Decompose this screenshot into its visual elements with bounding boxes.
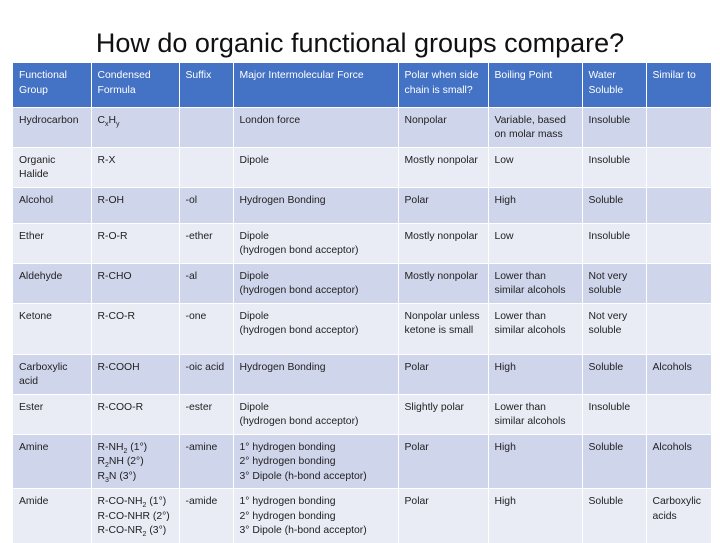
cell-force: Hydrogen Bonding: [233, 187, 398, 223]
table-row: [13, 354, 711, 394]
cell-polar: Nonpolar: [398, 107, 488, 147]
cell-polar: Mostly nonpolar: [398, 223, 488, 263]
table-row: [13, 394, 711, 434]
cell-similar: Alcohols: [646, 354, 711, 394]
cell-force: London force: [233, 107, 398, 147]
header-boiling-point: Boiling Point: [488, 63, 582, 107]
cell-polar: Polar: [398, 489, 488, 543]
cell-suffix: [179, 147, 233, 187]
cell-group: Carboxylic acid: [13, 354, 91, 394]
cell-water: Insoluble: [582, 147, 646, 187]
cell-boiling-point: High: [488, 187, 582, 223]
cell-group: Amide: [13, 489, 91, 543]
cell-formula: $C_xH_y$: [91, 107, 179, 147]
cell-boiling-point: Low: [488, 223, 582, 263]
cell-force: Dipole (hydrogen bond acceptor): [233, 303, 398, 354]
cell-force: Dipole (hydrogen bond acceptor): [233, 394, 398, 434]
cell-polar: Polar: [398, 187, 488, 223]
table-row: [13, 147, 711, 187]
cell-similar: [646, 147, 711, 187]
cell-formula: R-CO-R: [91, 303, 179, 354]
cell-similar: [646, 263, 711, 303]
cell-water: Soluble: [582, 187, 646, 223]
header-polar: Polar when side chain is small?: [398, 63, 488, 107]
table-row: [13, 223, 711, 263]
cell-boiling-point: High: [488, 489, 582, 543]
header-intermolecular-force: Major Intermolecular Force: [233, 63, 398, 107]
cell-similar: [646, 187, 711, 223]
cell-polar: Nonpolar unless ketone is small: [398, 303, 488, 354]
cell-formula: R-CHO: [91, 263, 179, 303]
cell-group: Hydrocarbon: [13, 107, 91, 147]
cell-formula: R-COO-R: [91, 394, 179, 434]
cell-group: Aldehyde: [13, 263, 91, 303]
slide-title: How do organic functional groups compare?: [95, 28, 625, 58]
cell-force: Dipole (hydrogen bond acceptor): [233, 263, 398, 303]
cell-polar: Polar: [398, 354, 488, 394]
cell-group: Ester: [13, 394, 91, 434]
cell-boiling-point: High: [488, 354, 582, 394]
header-suffix: Suffix: [179, 63, 233, 107]
table-row: [13, 489, 711, 543]
cell-group: Alcohol: [13, 187, 91, 223]
cell-suffix: -ol: [179, 187, 233, 223]
cell-boiling-point: Lower than similar alcohols: [488, 263, 582, 303]
cell-force: Hydrogen Bonding: [233, 354, 398, 394]
cell-water: Insoluble: [582, 223, 646, 263]
cell-force: Dipole: [233, 147, 398, 187]
table-row: [13, 107, 711, 147]
cell-water: Insoluble: [582, 394, 646, 434]
cell-formula: R-O-R: [91, 223, 179, 263]
cell-group: Ether: [13, 223, 91, 263]
cell-force: 1° hydrogen bonding 2° hydrogen bonding 3° Dipole (h-bond acceptor): [233, 489, 398, 543]
cell-formula: $R-CO-NH_2$ (1°) R-CO-NHR (2°) $R-CO-NR_2$ (3°): [91, 489, 179, 543]
cell-water: Insoluble: [582, 107, 646, 147]
cell-group: Ketone: [13, 303, 91, 354]
cell-similar: [646, 394, 711, 434]
cell-polar: Polar: [398, 434, 488, 489]
table-row: [13, 434, 711, 489]
header-similar-to: Similar to: [646, 63, 711, 107]
cell-boiling-point: Lower than similar alcohols: [488, 303, 582, 354]
cell-polar: Slightly polar: [398, 394, 488, 434]
cell-boiling-point: Lower than similar alcohols: [488, 394, 582, 434]
header-functional-group: Functional Group: [13, 63, 91, 107]
cell-group: Amine: [13, 434, 91, 489]
cell-polar: Mostly nonpolar: [398, 263, 488, 303]
table-header-row: [13, 63, 711, 107]
cell-similar: [646, 223, 711, 263]
cell-similar: [646, 107, 711, 147]
cell-formula: $R-NH_2$ (1°) $R_2NH$ (2°) $R_3N$ (3°): [91, 434, 179, 489]
cell-suffix: [179, 107, 233, 147]
header-water-soluble: Water Soluble: [582, 63, 646, 107]
cell-water: Soluble: [582, 354, 646, 394]
cell-suffix: -ether: [179, 223, 233, 263]
cell-similar: Alcohols: [646, 434, 711, 489]
cell-water: Not very soluble: [582, 263, 646, 303]
cell-suffix: -al: [179, 263, 233, 303]
table-row: [13, 187, 711, 223]
cell-formula: R-COOH: [91, 354, 179, 394]
cell-suffix: -amide: [179, 489, 233, 543]
cell-formula: R-OH: [91, 187, 179, 223]
table-row: [13, 263, 711, 303]
cell-boiling-point: High: [488, 434, 582, 489]
cell-suffix: -amine: [179, 434, 233, 489]
cell-suffix: -oic acid: [179, 354, 233, 394]
cell-force: 1° hydrogen bonding 2° hydrogen bonding 3° Dipole (h-bond acceptor): [233, 434, 398, 489]
cell-suffix: -one: [179, 303, 233, 354]
cell-suffix: -ester: [179, 394, 233, 434]
cell-similar: [646, 303, 711, 354]
cell-boiling-point: Variable, based on molar mass: [488, 107, 582, 147]
cell-group: Organic Halide: [13, 147, 91, 187]
cell-force: Dipole (hydrogen bond acceptor): [233, 223, 398, 263]
functional-groups-table: [13, 63, 711, 543]
table-row: [13, 303, 711, 354]
cell-formula: R-X: [91, 147, 179, 187]
cell-boiling-point: Low: [488, 147, 582, 187]
cell-similar: Carboxylic acids: [646, 489, 711, 543]
cell-water: Soluble: [582, 489, 646, 543]
cell-water: Soluble: [582, 434, 646, 489]
header-condensed-formula: Condensed Formula: [91, 63, 179, 107]
cell-water: Not very soluble: [582, 303, 646, 354]
cell-polar: Mostly nonpolar: [398, 147, 488, 187]
